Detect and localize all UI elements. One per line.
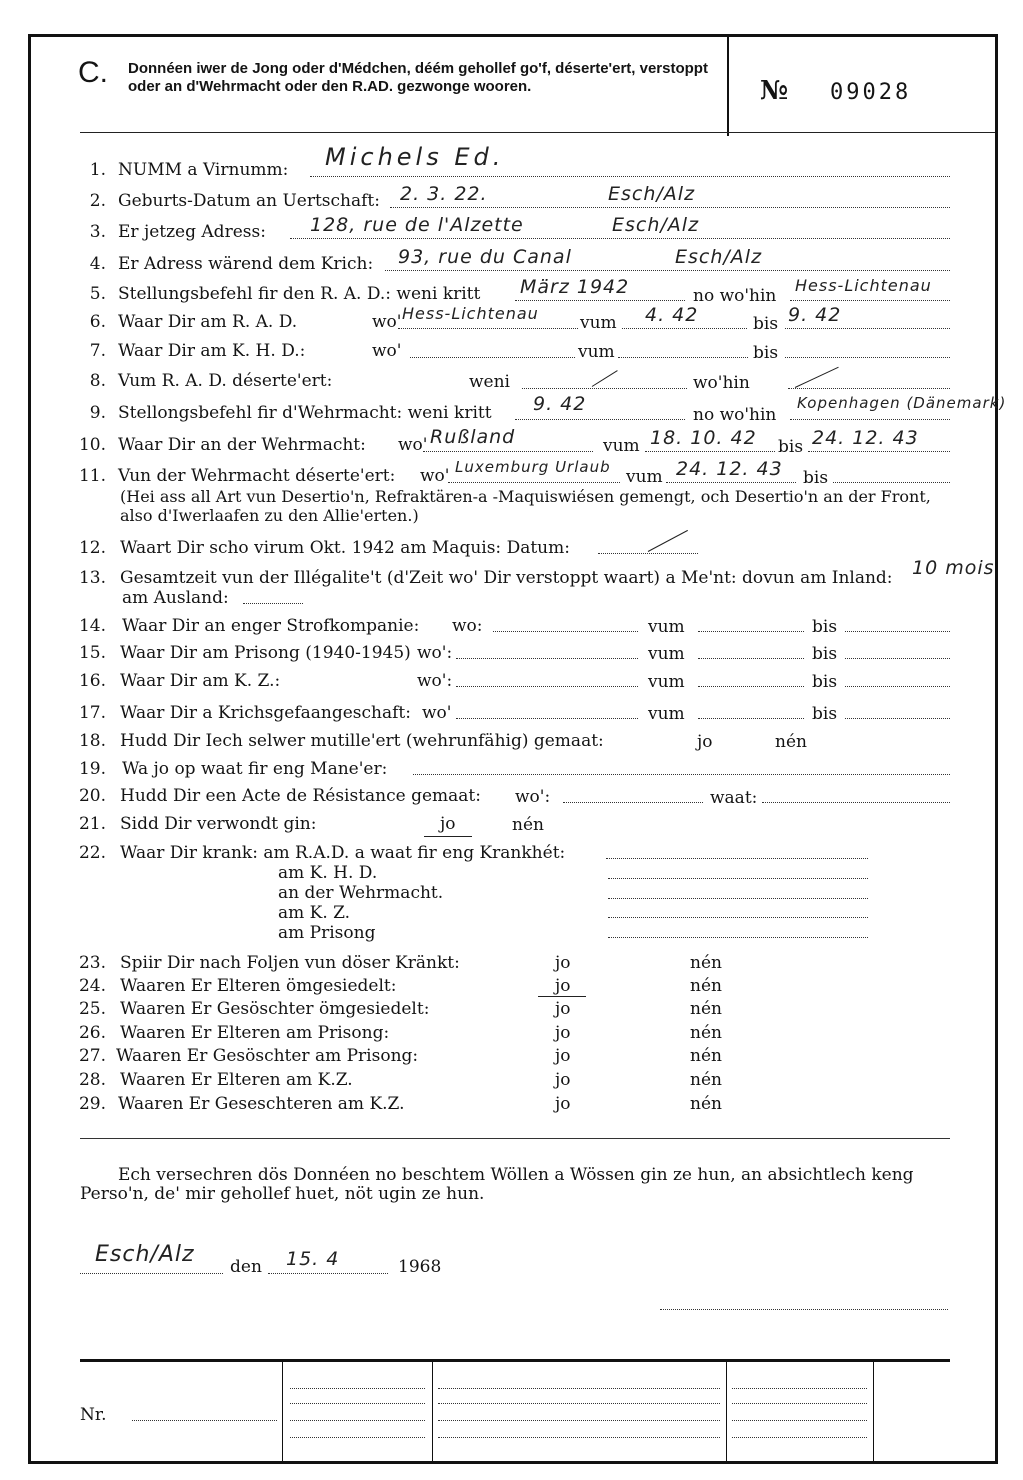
birth-date-value[interactable]: 2. 3. 22. <box>400 183 488 205</box>
field-label-bis: bis <box>753 343 779 363</box>
field-label-wo: wo' <box>372 341 402 361</box>
option-nen[interactable]: nén <box>690 999 722 1019</box>
field-label-wounded: Sidd Dir verwondt gin: <box>120 814 317 834</box>
row-number: 4. <box>89 254 106 274</box>
row-number: 2. <box>89 191 106 211</box>
field-label-bis: bis <box>778 437 804 457</box>
option-jo[interactable]: jo <box>555 1023 571 1043</box>
field-label-wehrmacht: Waar Dir an der Wehrmacht: <box>118 435 366 455</box>
address-place-value[interactable]: Esch/Alz <box>612 214 700 236</box>
fill-line <box>132 1420 277 1421</box>
row-number: 20. <box>78 786 106 806</box>
signature-place[interactable]: Esch/Alz <box>95 1242 195 1267</box>
rad-place-value[interactable]: Hess-Lichtenau <box>402 304 539 323</box>
fill-line <box>622 328 747 329</box>
option-nen[interactable]: nén <box>775 732 807 752</box>
wehrmacht-place-value[interactable]: Rußland <box>430 426 516 448</box>
row-number: 13. <box>78 568 106 588</box>
option-jo[interactable]: jo <box>555 1070 571 1090</box>
fill-line <box>845 631 950 632</box>
option-nen[interactable]: nén <box>690 953 722 973</box>
fill-line <box>80 1273 223 1274</box>
wehrmacht-order-place[interactable]: Kopenhagen (Dänemark) <box>797 394 1007 412</box>
signature-line <box>660 1309 948 1310</box>
fill-line <box>438 1388 720 1389</box>
fill-line <box>398 328 578 329</box>
fill-line <box>608 917 868 918</box>
fill-line <box>845 718 950 719</box>
desert-from-value[interactable]: 24. 12. 43 <box>676 458 783 480</box>
section-letter: C. <box>78 56 108 89</box>
fill-line <box>608 898 868 899</box>
frame-top <box>28 34 998 37</box>
row-number: 12. <box>78 538 106 558</box>
war-address-place-value[interactable]: Esch/Alz <box>675 246 763 268</box>
header-divider <box>727 36 729 136</box>
field-label-prisong: Waar Dir am Prisong (1940-1945) <box>120 643 411 663</box>
row-number: 28. <box>78 1070 106 1090</box>
footer-table-top <box>80 1359 950 1362</box>
field-label-consequences: Spiir Dir nach Foljen vun döser Kränkt: <box>120 953 460 973</box>
form-number: 09028 <box>830 80 912 105</box>
nr-label: Nr. <box>80 1405 107 1425</box>
option-jo[interactable]: jo <box>555 953 571 973</box>
row-number: 22. <box>78 843 106 863</box>
field-label-weni: weni <box>469 372 510 392</box>
fill-line <box>790 300 950 301</box>
row-number: 9. <box>89 403 106 423</box>
wehrmacht-to-value[interactable]: 24. 12. 43 <box>812 427 919 449</box>
signature-date[interactable]: 15. 4 <box>286 1248 340 1270</box>
fill-line <box>732 1403 867 1404</box>
fill-line <box>698 658 804 659</box>
field-label-wehrmacht-desert: Vun der Wehrmacht déserte'ert: <box>118 466 396 486</box>
fill-line <box>448 482 620 483</box>
row-number: 25. <box>78 999 106 1019</box>
fill-line <box>608 937 868 938</box>
row-number: 6. <box>89 312 106 332</box>
fill-line <box>790 419 950 420</box>
fill-line <box>268 1273 388 1274</box>
fill-line <box>698 718 804 719</box>
fill-line <box>456 718 638 719</box>
field-label-rad-desert: Vum R. A. D. déserte'ert: <box>118 371 333 391</box>
option-jo[interactable]: jo <box>440 814 456 834</box>
illness-sub-khd: am K. H. D. <box>278 863 378 883</box>
field-label-waat: waat: <box>710 788 758 808</box>
field-label-siblings-kz: Waaren Er Geseschteren am K.Z. <box>118 1094 405 1114</box>
field-label-abroad: am Ausland: <box>122 588 229 608</box>
field-label-parents-prisong: Waaren Er Elteren am Prisong: <box>120 1023 390 1043</box>
fill-line <box>666 482 796 483</box>
field-label-bis: bis <box>753 314 779 334</box>
row-number: 10. <box>78 435 106 455</box>
fill-line <box>845 658 950 659</box>
row-number: 21. <box>78 814 106 834</box>
war-address-value[interactable]: 93, rue du Canal <box>398 246 572 268</box>
fill-line <box>608 878 868 879</box>
fill-line <box>493 631 638 632</box>
field-label-siblings-prisong: Waaren Er Gesöschter am Prisong: <box>116 1046 419 1066</box>
field-label-vum: vum <box>648 672 685 692</box>
address-value[interactable]: 128, rue de l'Alzette <box>310 214 524 236</box>
field-label-parents-resettled: Waaren Er Elteren ömgesiedelt: <box>120 976 397 996</box>
fill-line <box>788 388 950 389</box>
fill-line <box>522 388 687 389</box>
row-number: 3. <box>89 222 106 242</box>
fill-line <box>456 658 638 659</box>
fill-line <box>438 1403 720 1404</box>
field-label-vum: vum <box>648 617 685 637</box>
frame-bottom <box>28 1461 998 1464</box>
fill-line <box>606 858 868 859</box>
fill-line <box>438 1420 720 1421</box>
field-label-birth: Geburts-Datum an Uertschaft: <box>118 191 380 211</box>
row-number: 11. <box>78 466 106 486</box>
option-nen[interactable]: nén <box>690 1046 722 1066</box>
footer-divider <box>282 1362 283 1462</box>
form-title: Donnéen iwer de Jong oder d'Médchen, déém gehollef go'f, déserte'ert, verstoppt oder an d'Wehrmacht oder den R.AD. gezwonge wooren. <box>128 60 708 95</box>
declaration-text: Ech versechren dös Donnéen no beschtem Wöllen a Wössen gin ze hun, an absichtlech keng Perso'n, de' mir gehollef huet, nöt ugin ze hun. <box>80 1165 914 1204</box>
fill-line <box>290 1403 425 1404</box>
fill-line <box>732 1388 867 1389</box>
row-number: 17. <box>78 703 106 723</box>
field-label-vum: vum <box>578 342 615 362</box>
label-den: den <box>230 1257 262 1277</box>
underline-mark <box>424 836 472 837</box>
field-label-vum: vum <box>580 313 617 333</box>
field-label-wohin: no wo'hin <box>693 405 777 425</box>
number-symbol: № <box>760 76 789 106</box>
field-label-wo: wo': <box>515 787 551 807</box>
fill-line <box>243 603 303 604</box>
frame-left <box>28 34 31 1464</box>
footer-divider <box>873 1362 874 1462</box>
field-label-war-address: Er Adress wärend dem Krich: <box>118 254 374 274</box>
field-label-bis: bis <box>812 672 838 692</box>
fill-line <box>598 553 698 554</box>
row-number: 18. <box>78 731 106 751</box>
row-number: 29. <box>78 1094 106 1114</box>
field-label-wohin: no wo'hin <box>693 286 777 306</box>
fill-line <box>290 238 950 239</box>
inland-duration-value[interactable]: 10 mois <box>912 557 995 579</box>
row-number: 26. <box>78 1023 106 1043</box>
wehrmacht-from-value[interactable]: 18. 10. 42 <box>650 427 757 449</box>
fill-line <box>456 686 638 687</box>
fill-line <box>645 451 775 452</box>
field-label-name: NUMM a Virnumm: <box>118 160 289 180</box>
field-label-wo: wo': <box>417 643 453 663</box>
field-label-vum: vum <box>626 467 663 487</box>
row-number: 14. <box>78 616 106 636</box>
rad-order-date[interactable]: März 1942 <box>520 276 630 298</box>
footer-divider <box>726 1362 727 1462</box>
option-jo[interactable]: jo <box>555 1046 571 1066</box>
illness-sub-kz: am K. Z. <box>278 903 351 923</box>
row-number: 23. <box>78 953 106 973</box>
illness-sub-prisong: am Prisong <box>278 923 376 943</box>
row-number: 8. <box>89 371 106 391</box>
fill-line <box>310 176 950 177</box>
fill-line <box>618 357 748 358</box>
field-label-bis: bis <box>803 468 829 488</box>
option-nen[interactable]: nén <box>512 815 544 835</box>
name-value[interactable]: Michels Ed. <box>325 143 505 171</box>
signature-year: 1968 <box>398 1257 442 1277</box>
option-nen[interactable]: nén <box>690 1094 722 1114</box>
field-label-vum: vum <box>648 644 685 664</box>
field-label-strofkompanie: Waar Dir an enger Strofkompanie: <box>122 616 420 636</box>
underline-mark <box>538 996 586 997</box>
field-label-address: Er jetzeg Adress: <box>118 222 266 242</box>
field-label-illness: Waar Dir krank: am R.A.D. a waat fir eng Krankhét: <box>120 843 566 863</box>
field-label-wohin: wo'hin <box>693 373 750 393</box>
row-number: 7. <box>89 341 106 361</box>
field-label-mutilated: Hudd Dir Iech selwer mutille'ert (wehrunfähig) gemaat: <box>120 731 604 751</box>
field-label-khd: Waar Dir am K. H. D.: <box>118 341 306 361</box>
row-number: 19. <box>78 759 106 779</box>
row-number: 5. <box>89 284 106 304</box>
field-label-wo: wo' <box>420 466 450 486</box>
fill-line <box>732 1437 867 1438</box>
illness-sub-wehrmacht: an der Wehrmacht. <box>278 883 444 903</box>
field-label-bis: bis <box>812 704 838 724</box>
option-nen[interactable]: nén <box>690 1070 722 1090</box>
field-label-gefaangeschaft: Waar Dir a Krichsgefaangeschaft: <box>120 703 411 723</box>
option-jo[interactable]: jo <box>697 732 713 752</box>
fill-line <box>385 270 950 271</box>
strike-mark <box>648 530 688 552</box>
fill-line <box>390 207 950 208</box>
wehrmacht-order-date[interactable]: 9. 42 <box>533 393 587 415</box>
field-label-bis: bis <box>812 644 838 664</box>
field-label-kz: Waar Dir am K. Z.: <box>120 671 281 691</box>
fill-line <box>732 1420 867 1421</box>
row-number: 24. <box>78 976 106 996</box>
fill-line <box>833 482 950 483</box>
fill-line <box>290 1388 425 1389</box>
header-rule <box>80 132 995 133</box>
field-label-wo: wo: <box>452 616 483 636</box>
row-number: 16. <box>78 671 106 691</box>
fill-line <box>785 357 950 358</box>
field-label-illegality: Gesamtzeit vun der Illégalite't (d'Zeit wo' Dir verstoppt waart) a Me'nt: dovun am Inland: <box>120 568 893 588</box>
field-label-wo: wo' <box>398 435 428 455</box>
fill-line <box>563 802 703 803</box>
field-label-wo: wo': <box>417 671 453 691</box>
rad-to-value[interactable]: 9. 42 <box>788 304 842 326</box>
fill-line <box>698 631 804 632</box>
row-number: 27. <box>78 1046 106 1066</box>
fill-line <box>845 686 950 687</box>
fill-line <box>290 1437 425 1438</box>
field-label-parents-kz: Waaren Er Elteren am K.Z. <box>120 1070 353 1090</box>
desert-place-value[interactable]: Luxemburg Urlaub <box>455 458 611 476</box>
footer-divider <box>432 1362 433 1462</box>
fill-line <box>808 451 950 452</box>
desertion-note: (Hei ass all Art vun Desertio'n, Refraktären-a -Maquiswiésen gemengt, och Desertio'n an der Front, also d'Iwerlaafen zu den Allie'erten.) <box>120 487 931 525</box>
fill-line <box>515 419 685 420</box>
field-label-siblings-resettled: Waaren Er Gesöschter ömgesiedelt: <box>120 999 430 1019</box>
frame-right <box>995 34 998 1464</box>
field-label-rad: Waar Dir am R. A. D. <box>118 312 298 332</box>
option-jo[interactable]: jo <box>555 999 571 1019</box>
row-number: 15. <box>78 643 106 663</box>
fill-line <box>410 357 575 358</box>
field-label-maquis: Waart Dir scho virum Okt. 1942 am Maquis: Datum: <box>120 538 570 558</box>
section-rule <box>80 1138 950 1139</box>
strike-mark <box>592 370 618 387</box>
rad-order-place[interactable]: Hess-Lichtenau <box>795 276 932 295</box>
fill-line <box>413 774 950 775</box>
strike-mark <box>795 367 839 388</box>
field-label-bis: bis <box>812 617 838 637</box>
field-label-resistance: Hudd Dir een Acte de Résistance gemaat: <box>120 786 481 806</box>
field-label-manner: Wa jo op waat fir eng Mane'er: <box>122 759 388 779</box>
option-jo[interactable]: jo <box>555 976 571 996</box>
rad-from-value[interactable]: 4. 42 <box>645 304 699 326</box>
fill-line <box>423 451 593 452</box>
fill-line <box>762 802 950 803</box>
row-number: 1. <box>89 160 106 180</box>
field-label-rad-order: Stellungsbefehl fir den R. A. D.: weni kritt <box>118 284 481 304</box>
option-jo[interactable]: jo <box>555 1094 571 1114</box>
fill-line <box>438 1437 720 1438</box>
fill-line <box>785 328 950 329</box>
field-label-wehrmacht-order: Stellongsbefehl fir d'Wehrmacht: weni kritt <box>118 403 492 423</box>
fill-line <box>698 686 804 687</box>
fill-line <box>290 1420 425 1421</box>
birth-place-value[interactable]: Esch/Alz <box>608 183 696 205</box>
field-label-vum: vum <box>648 704 685 724</box>
option-nen[interactable]: nén <box>690 1023 722 1043</box>
fill-line <box>515 300 685 301</box>
field-label-wo: wo' <box>372 312 402 332</box>
field-label-wo: wo' <box>422 703 452 723</box>
option-nen[interactable]: nén <box>690 976 722 996</box>
field-label-vum: vum <box>603 436 640 456</box>
